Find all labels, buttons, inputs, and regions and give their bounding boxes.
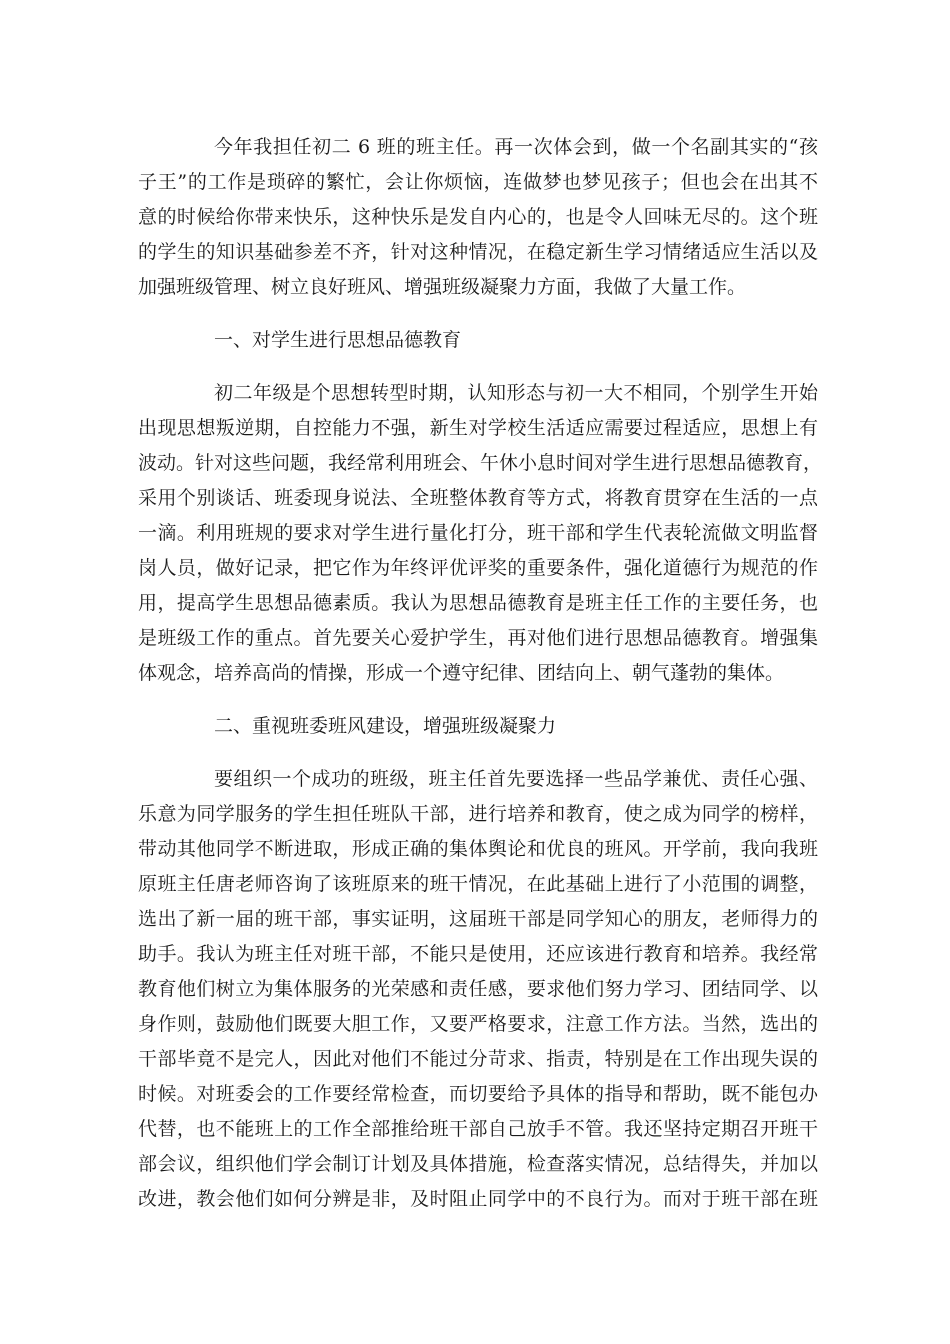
text-line: 加强班级管理、树立良好班风、增强班级凝聚力方面，我做了大量工作。 xyxy=(138,276,747,298)
paragraph-intro xyxy=(138,130,818,305)
text-line: 波动。针对这些问题，我经常利用班会、午休小息时间对学生进行思想品德教育， xyxy=(138,452,823,474)
text-line: 的学生的知识基础参差不齐，针对这种情况，在稳定新生学习情绪适应生活以及 xyxy=(138,241,818,263)
text-line: 部会议，组织他们学会制订计划及具体措施，检查落实情况，总结得失，并加以 xyxy=(138,1153,818,1175)
text-line: 带动其他同学不断进取，形成正确的集体舆论和优良的班风。开学前，我向我班 xyxy=(138,838,818,860)
text-line: 代替，也不能班上的工作全部推给班干部自己放手不管。我还坚持定期召开班干 xyxy=(138,1118,818,1140)
text-line: 出现思想叛逆期，自控能力不强，新生对学校生活适应需要过程适应，思想上有 xyxy=(138,417,818,439)
text-line: 采用个别谈话、班委现身说法、全班整体教育等方式，将教育贯穿在生活的一点 xyxy=(138,487,818,509)
text-line: 干部毕竟不是完人，因此对他们不能过分苛求、指责，特别是在工作出现失误的 xyxy=(138,1048,818,1070)
text-line: 体观念，培养高尚的情操，形成一个遵守纪律、团结向上、朝气蓬勃的集体。 xyxy=(138,662,785,684)
text-line: 原班主任唐老师咨询了该班原来的班干情况，在此基础上进行了小范围的调整， xyxy=(138,873,818,895)
text-line: 一滴。利用班规的要求对学生进行量化打分，班干部和学生代表轮流做文明监督 xyxy=(138,522,818,544)
section-heading-1: 一、对学生进行思想品德教育 xyxy=(214,329,462,351)
text-line: 改进，教会他们如何分辨是非，及时阻止同学中的不良行为。而对于班干部在班 xyxy=(138,1188,818,1210)
text-line: 子王”的工作是琐碎的繁忙，会让你烦恼，连做梦也梦见孩子；但也会在出其不 xyxy=(138,171,818,193)
text-line: 选出了新一届的班干部，事实证明，这届班干部是同学知心的朋友，老师得力的 xyxy=(138,908,818,930)
section-heading-2: 二、重视班委班风建设，增强班级凝聚力 xyxy=(214,715,557,737)
text-line: 要组织一个成功的班级，班主任首先要选择一些品学兼优、责任心强、 xyxy=(214,768,818,790)
text-line: 意的时候给你带来快乐，这种快乐是发自内心的，也是令人回味无尽的。这个班 xyxy=(138,206,818,228)
paragraph-class-committee xyxy=(138,762,818,1217)
text-line: 时候。对班委会的工作要经常检查，而切要给予具体的指导和帮助，既不能包办 xyxy=(138,1083,818,1105)
text-line: 助手。我认为班主任对班干部，不能只是使用，还应该进行教育和培养。我经常 xyxy=(138,943,818,965)
text-line: 今年我担任初二 6 班的班主任。再一次体会到，做一个名副其实的“孩 xyxy=(214,136,818,158)
text-line: 是班级工作的重点。首先要关心爱护学生，再对他们进行思想品德教育。增强集 xyxy=(138,627,818,649)
text-line: 教育他们树立为集体服务的光荣感和责任感，要求他们努力学习、团结同学、以 xyxy=(138,978,818,1000)
text-line: 初二年级是个思想转型时期，认知形态与初一大不相同，个别学生开始 xyxy=(214,382,818,404)
paragraph-moral-education xyxy=(138,376,823,691)
text-line: 乐意为同学服务的学生担任班队干部，进行培养和教育，使之成为同学的榜样， xyxy=(138,803,818,825)
text-line: 用，提高学生思想品德素质。我认为思想品德教育是班主任工作的主要任务，也 xyxy=(138,592,818,614)
text-line: 身作则，鼓励他们既要大胆工作，又要严格要求，注意工作方法。当然，选出的 xyxy=(138,1013,818,1035)
document-body xyxy=(138,130,823,1217)
text-line: 岗人员，做好记录，把它作为年终评优评奖的重要条件，强化道德行为规范的作 xyxy=(138,557,818,579)
